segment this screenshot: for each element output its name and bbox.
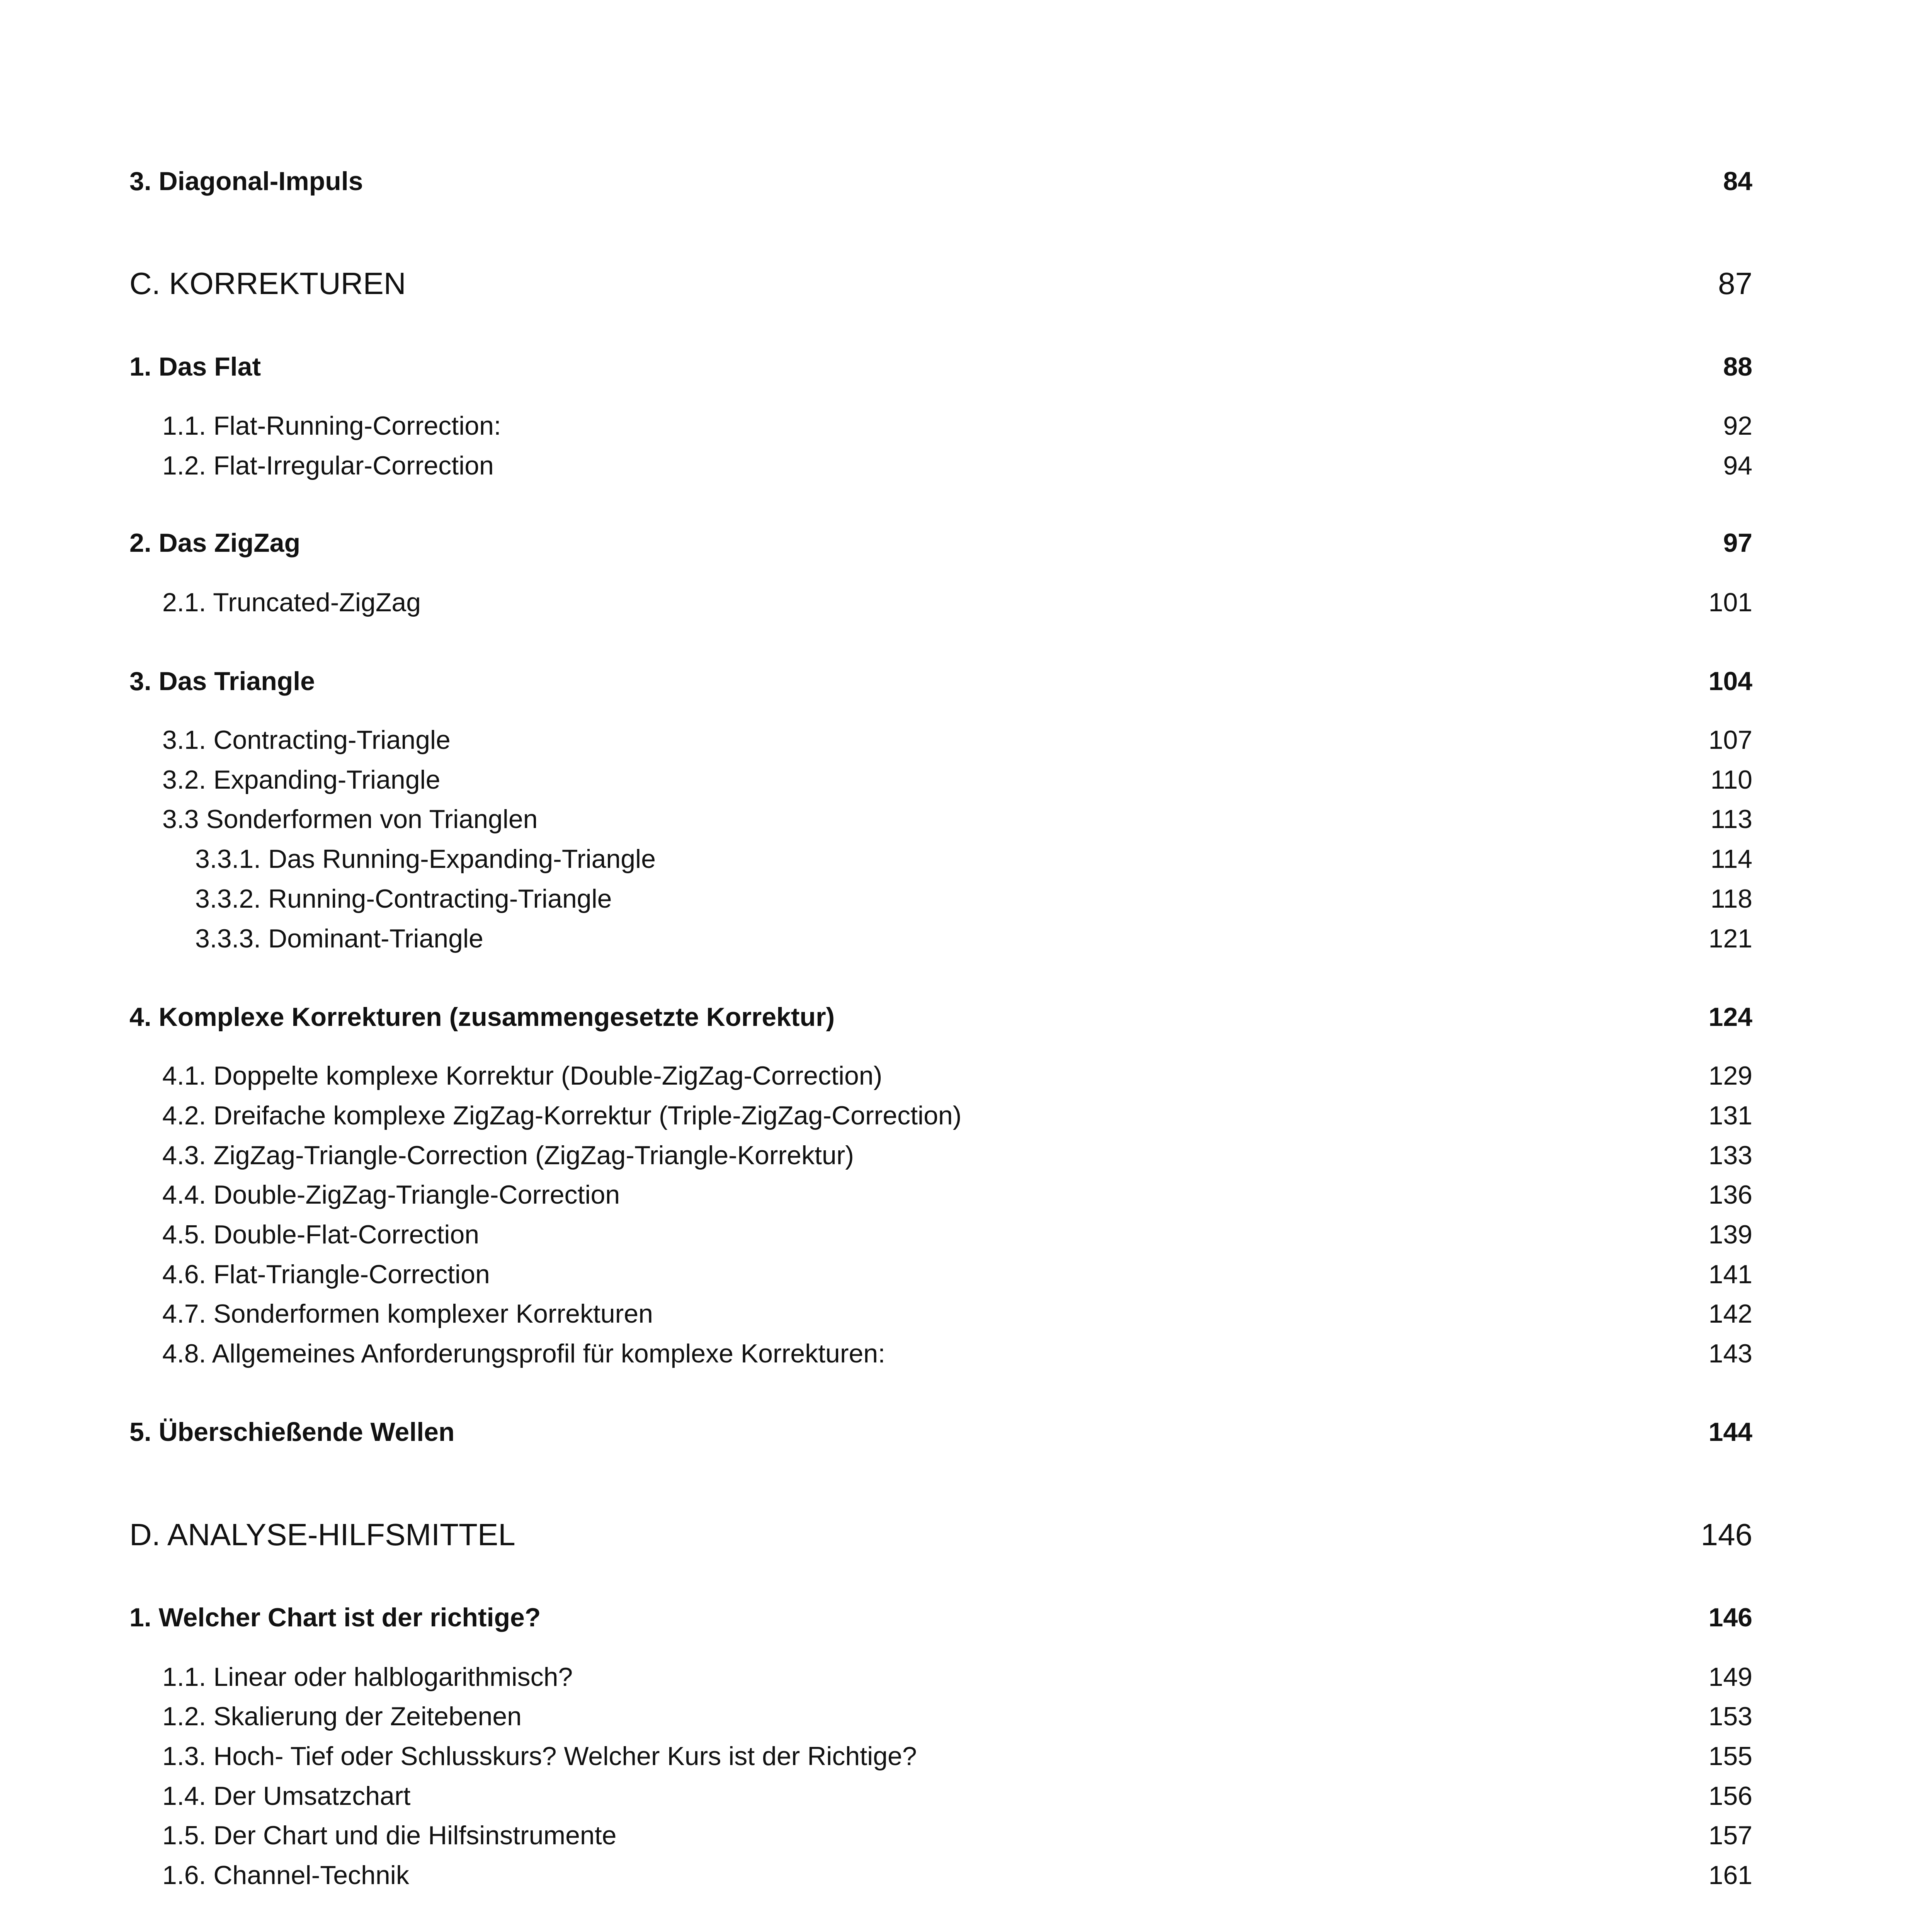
toc-chapter-title: C. KORREKTUREN bbox=[129, 266, 406, 301]
toc-entry[interactable] bbox=[129, 1602, 1752, 1633]
toc-chapter-page: 87 bbox=[1718, 266, 1752, 301]
toc-entry[interactable] bbox=[129, 844, 1752, 874]
toc-entry-title: 1.5. Der Chart und die Hilfsinstrumente bbox=[162, 1821, 617, 1850]
toc-entry[interactable] bbox=[129, 804, 1752, 834]
toc-chapter-title: D. ANALYSE-HILFSMITTEL bbox=[129, 1517, 515, 1552]
toc-entry-page: 133 bbox=[1708, 1141, 1752, 1170]
toc-entry-title: 3.3.3. Dominant-Triangle bbox=[195, 924, 483, 953]
toc-entry-page: 114 bbox=[1710, 844, 1752, 874]
toc-entry-page: 144 bbox=[1708, 1417, 1752, 1447]
toc-entry[interactable] bbox=[129, 1140, 1752, 1170]
toc-entry-page: 136 bbox=[1708, 1180, 1752, 1209]
toc-entry-title: 4. Komplexe Korrekturen (zusammengesetzte Korrektur) bbox=[129, 1002, 835, 1032]
toc-entry[interactable] bbox=[129, 1701, 1752, 1731]
toc-entry-page: 153 bbox=[1708, 1702, 1752, 1731]
toc-entry-title: 3.3.2. Running-Contracting-Triangle bbox=[195, 884, 612, 913]
toc-entry[interactable] bbox=[129, 1259, 1752, 1289]
toc-entry[interactable] bbox=[129, 1002, 1752, 1032]
toc-entry[interactable] bbox=[129, 1741, 1752, 1771]
toc-entry-title: 4.5. Double-Flat-Correction bbox=[162, 1220, 480, 1249]
toc-entry-page: 143 bbox=[1708, 1339, 1752, 1368]
toc-entry-title: 1.3. Hoch- Tief oder Schlusskurs? Welcher Kurs ist der Richtige? bbox=[162, 1742, 917, 1771]
toc-entry-page: 121 bbox=[1708, 924, 1752, 953]
toc-entry-title: 4.7. Sonderformen komplexer Korrekturen bbox=[162, 1299, 653, 1328]
toc-entry[interactable] bbox=[129, 166, 1752, 196]
toc-entry-page: 113 bbox=[1710, 804, 1752, 834]
toc-entry[interactable] bbox=[129, 1662, 1752, 1692]
toc-entry-title: 3.3 Sonderformen von Trianglen bbox=[162, 804, 538, 834]
toc-entry-page: 129 bbox=[1708, 1061, 1752, 1090]
toc-entry-title: 1.1. Linear oder halblogarithmisch? bbox=[162, 1662, 573, 1692]
toc-entry[interactable] bbox=[129, 1417, 1752, 1447]
toc-entry[interactable] bbox=[129, 528, 1752, 558]
toc-entry-title: 3.3.1. Das Running-Expanding-Triangle bbox=[195, 844, 656, 874]
toc-entry-page: 149 bbox=[1708, 1662, 1752, 1692]
toc-entry[interactable] bbox=[129, 587, 1752, 617]
toc-entry[interactable] bbox=[129, 1781, 1752, 1811]
toc-entry-page: 139 bbox=[1708, 1220, 1752, 1249]
toc-entry[interactable] bbox=[129, 451, 1752, 481]
toc-entry-page: 84 bbox=[1723, 167, 1752, 196]
toc-entry-title: 3.1. Contracting-Triangle bbox=[162, 725, 451, 755]
toc-entry-title: 3. Das Triangle bbox=[129, 667, 315, 696]
toc-entry-page: 110 bbox=[1710, 765, 1752, 794]
toc-entry-page: 161 bbox=[1708, 1861, 1752, 1890]
toc-entry[interactable] bbox=[129, 884, 1752, 914]
toc-entry-title: 4.8. Allgemeines Anforderungsprofil für komplexe Korrekturen: bbox=[162, 1339, 885, 1368]
toc-entry[interactable] bbox=[129, 1219, 1752, 1250]
toc-entry-title: 1.6. Channel-Technik bbox=[162, 1861, 409, 1890]
toc-entry-title: 2.1. Truncated-ZigZag bbox=[162, 588, 421, 617]
toc-entry-page: 124 bbox=[1708, 1002, 1752, 1032]
toc-entry-page: 155 bbox=[1708, 1742, 1752, 1771]
toc-entry-page: 92 bbox=[1723, 411, 1752, 440]
toc-entry[interactable] bbox=[129, 1180, 1752, 1210]
toc-chapter-page: 146 bbox=[1701, 1517, 1752, 1552]
toc-entry-title: 1.1. Flat-Running-Correction: bbox=[162, 411, 501, 440]
toc-entry-title: 1. Das Flat bbox=[129, 352, 261, 381]
toc-entry-page: 157 bbox=[1708, 1821, 1752, 1850]
toc-entry-title: 3.2. Expanding-Triangle bbox=[162, 765, 441, 794]
toc-entry-title: 4.2. Dreifache komplexe ZigZag-Korrektur (Triple-ZigZag-Correction) bbox=[162, 1101, 962, 1130]
toc-entry-title: 4.1. Doppelte komplexe Korrektur (Double-ZigZag-Correction) bbox=[162, 1061, 883, 1090]
toc-entry-page: 97 bbox=[1723, 528, 1752, 558]
toc-chapter[interactable] bbox=[129, 266, 1752, 301]
toc-entry-title: 4.4. Double-ZigZag-Triangle-Correction bbox=[162, 1180, 620, 1209]
toc-entry[interactable] bbox=[129, 725, 1752, 755]
toc-entry-page: 94 bbox=[1723, 451, 1752, 480]
toc-entry-page: 88 bbox=[1723, 352, 1752, 381]
toc-entry-title: 1. Welcher Chart ist der richtige? bbox=[129, 1603, 541, 1632]
toc-entry-page: 131 bbox=[1708, 1101, 1752, 1130]
toc-entry-title: 5. Überschießende Wellen bbox=[129, 1417, 455, 1447]
toc-entry[interactable] bbox=[129, 765, 1752, 795]
toc-entry-title: 2. Das ZigZag bbox=[129, 528, 301, 558]
toc-entry-page: 156 bbox=[1708, 1781, 1752, 1811]
toc-entry-page: 104 bbox=[1708, 667, 1752, 696]
toc-entry[interactable] bbox=[129, 1820, 1752, 1850]
toc-entry[interactable] bbox=[129, 1860, 1752, 1890]
toc-entry-page: 118 bbox=[1710, 884, 1752, 913]
toc-entry-page: 101 bbox=[1708, 588, 1752, 617]
toc-entry[interactable] bbox=[129, 1061, 1752, 1091]
toc-entry-title: 3. Diagonal-Impuls bbox=[129, 167, 363, 196]
toc-entry-title: 4.3. ZigZag-Triangle-Correction (ZigZag-Triangle-Korrektur) bbox=[162, 1141, 854, 1170]
toc-entry[interactable] bbox=[129, 352, 1752, 382]
toc-entry[interactable] bbox=[129, 1299, 1752, 1329]
toc-entry[interactable] bbox=[129, 666, 1752, 696]
toc-entry-title: 1.4. Der Umsatzchart bbox=[162, 1781, 411, 1811]
toc-entry[interactable] bbox=[129, 1338, 1752, 1369]
toc-entry-title: 1.2. Skalierung der Zeitebenen bbox=[162, 1702, 522, 1731]
toc-chapter[interactable] bbox=[129, 1517, 1752, 1553]
toc-entry[interactable] bbox=[129, 411, 1752, 441]
toc-entry[interactable] bbox=[129, 923, 1752, 954]
toc-entry[interactable] bbox=[129, 1100, 1752, 1131]
toc-entry-page: 141 bbox=[1708, 1260, 1752, 1289]
toc-entry-page: 146 bbox=[1708, 1603, 1752, 1632]
toc-entry-page: 142 bbox=[1708, 1299, 1752, 1328]
toc-entry-title: 1.2. Flat-Irregular-Correction bbox=[162, 451, 494, 480]
toc-entry-page: 107 bbox=[1708, 725, 1752, 755]
toc-entry-title: 4.6. Flat-Triangle-Correction bbox=[162, 1260, 490, 1289]
